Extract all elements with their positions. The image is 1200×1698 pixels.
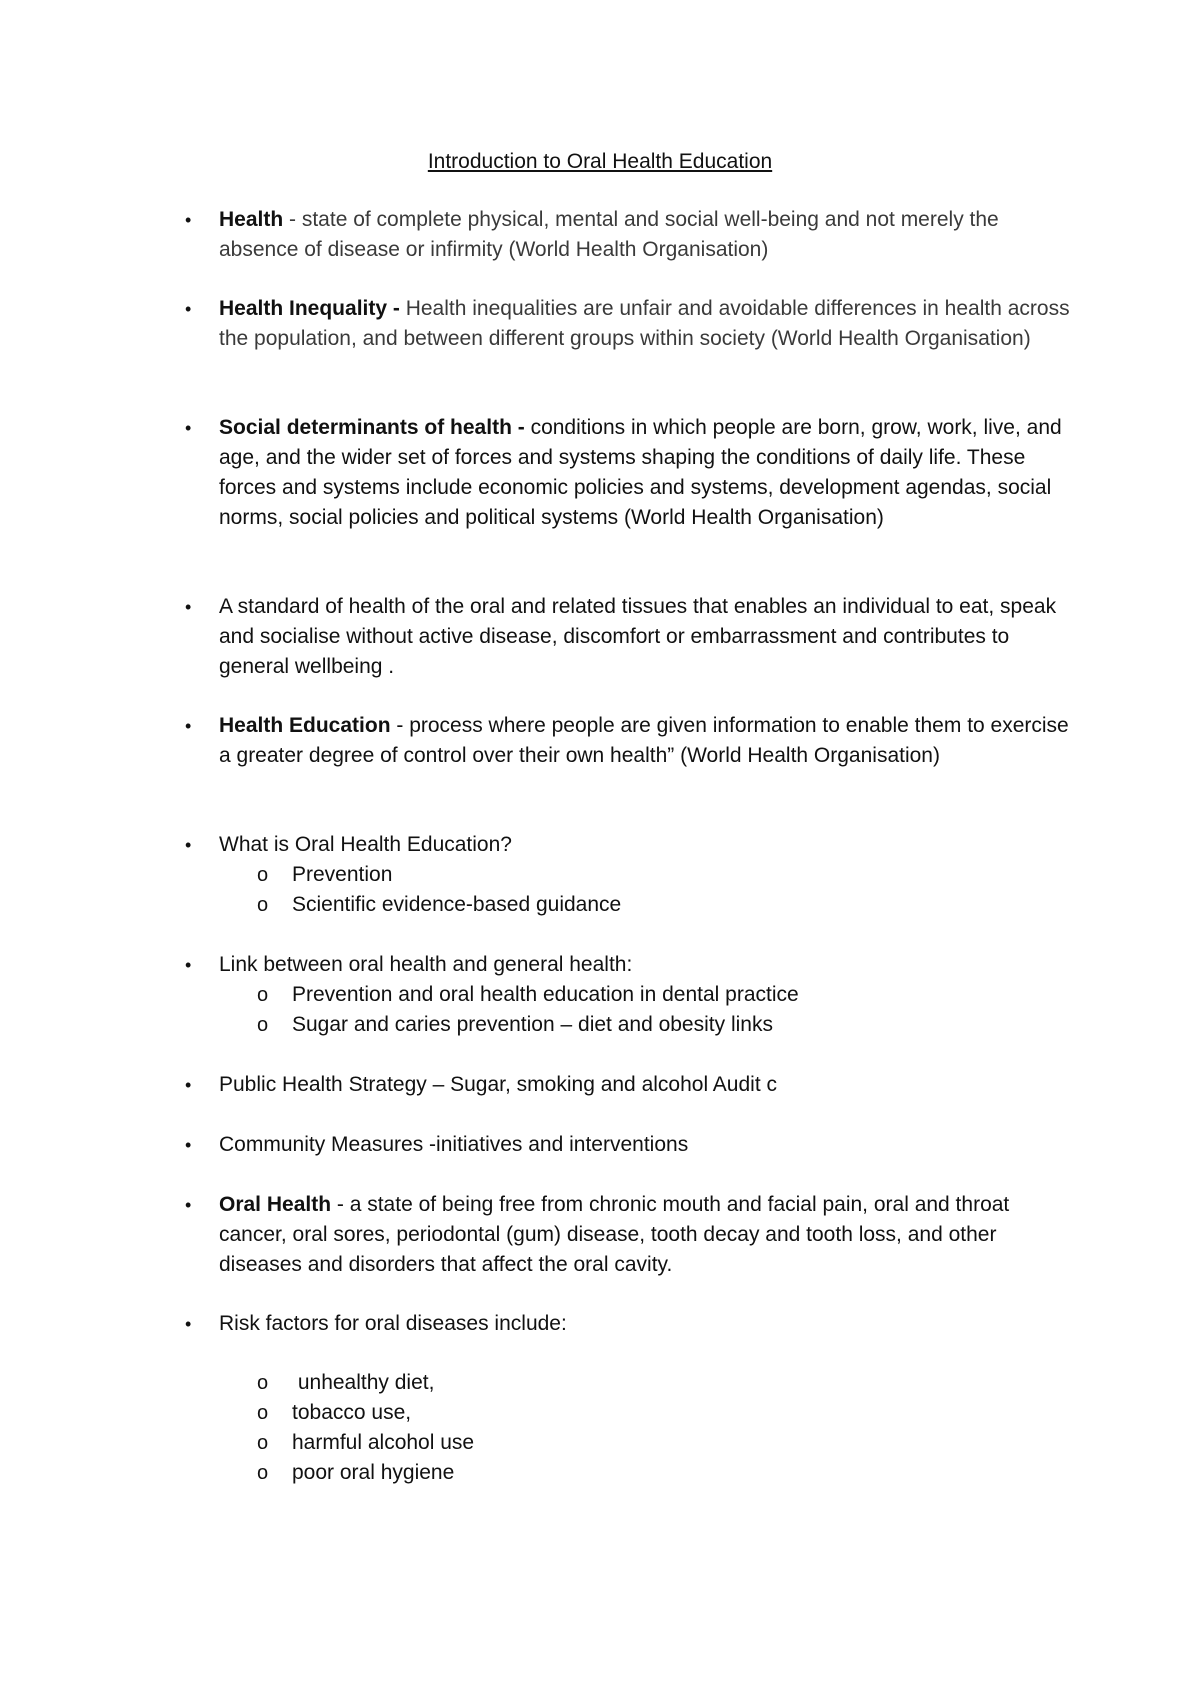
item-text: Community Measures -initiatives and interventions — [219, 1133, 689, 1156]
list-item-health — [185, 205, 1079, 265]
sub-bullet-marker: o — [257, 1402, 269, 1424]
list-item-oral-health — [185, 1190, 1079, 1280]
definition-text: - process where people are given information to enable them to exercise a greater degree of control over their own health” (World Health Organisation) — [219, 714, 1069, 767]
definition-text: - state of complete physical, mental and social well-being and not merely the absence of disease or infirmity (World Health Organisation) — [219, 208, 999, 261]
sub-item-text: Prevention — [292, 863, 393, 886]
sub-item — [257, 890, 1092, 920]
term-label: Health — [219, 208, 284, 231]
bullet-marker: • — [185, 955, 192, 975]
bullet-marker: • — [185, 716, 192, 736]
sub-item — [257, 1010, 1092, 1040]
sub-item-text: harmful alcohol use — [292, 1431, 475, 1454]
bullet-marker: • — [185, 1314, 192, 1334]
bullet-marker: • — [185, 1135, 192, 1155]
sub-bullet-marker: o — [257, 1014, 269, 1036]
sub-item-text: unhealthy diet, — [292, 1371, 435, 1394]
sub-item — [257, 1368, 1092, 1398]
sub-item — [257, 1398, 1092, 1428]
list-item-risk-factors — [185, 1309, 1079, 1339]
item-text: Risk factors for oral diseases include: — [219, 1312, 567, 1335]
bullet-marker: • — [185, 1195, 192, 1215]
item-text: A standard of health of the oral and related tissues that enables an individual to eat, speak and socialise without active disease, discomfort or embarrassment and contributes to general wellbeing . — [219, 595, 1057, 678]
bullet-marker: • — [185, 1075, 192, 1095]
sub-bullet-marker: o — [257, 864, 269, 886]
sub-bullet-marker: o — [257, 1372, 269, 1394]
definition-text: Health inequalities are unfair and avoidable differences in health across the population, and between different groups within society (World Health Organisation) — [219, 297, 1070, 350]
sub-item-text: Scientific evidence-based guidance — [292, 893, 622, 916]
term-label: Health Inequality - — [219, 297, 406, 320]
sub-item-text: Prevention and oral health education in dental practice — [292, 983, 799, 1006]
sub-item-text: tobacco use, — [292, 1401, 412, 1424]
sub-item — [257, 860, 1092, 890]
list-item-what-is-ohe — [185, 830, 1079, 860]
item-text: Link between oral health and general health: — [219, 953, 633, 976]
list-item-health-education — [185, 711, 1079, 771]
bullet-marker: • — [185, 210, 192, 230]
bullet-marker: • — [185, 835, 192, 855]
sub-item-text: poor oral hygiene — [292, 1461, 455, 1484]
definition-text: - a state of being free from chronic mouth and facial pain, oral and throat cancer, oral sores, periodontal (gum) disease, tooth decay and tooth loss, and other diseases and disorders that affect the oral cavity. — [219, 1193, 1010, 1276]
sub-bullet-marker: o — [257, 984, 269, 1006]
bullet-marker: • — [185, 597, 192, 617]
sub-item — [257, 980, 1092, 1010]
term-label: Oral Health — [219, 1193, 332, 1216]
page-title: Introduction to Oral Health Education — [427, 150, 773, 173]
sub-bullet-marker: o — [257, 1462, 269, 1484]
definition-text: conditions in which people are born, grow, work, live, and age, and the wider set of forces and systems shaping the conditions of daily life. These forces and systems include economic policies and systems, development agendas, social norms, social policies and political systems (World Health Organisation) — [219, 416, 1062, 529]
item-text: Public Health Strategy – Sugar, smoking and alcohol Audit c — [219, 1073, 777, 1096]
sub-item-text: Sugar and caries prevention – diet and obesity links — [292, 1013, 773, 1036]
list-item-public-health-strategy — [185, 1070, 1079, 1100]
bullet-marker: • — [185, 299, 192, 319]
list-item-social-determinants — [185, 413, 1079, 533]
list-item-oral-health-standard — [185, 592, 1079, 682]
bullet-marker: • — [185, 418, 192, 438]
item-text: What is Oral Health Education? — [219, 833, 512, 856]
sub-bullet-marker: o — [257, 1432, 269, 1454]
sub-item — [257, 1458, 1092, 1488]
list-item-community-measures — [185, 1130, 1079, 1160]
sub-bullet-marker: o — [257, 894, 269, 916]
term-label: Social determinants of health - — [219, 416, 531, 439]
term-label: Health Education — [219, 714, 391, 737]
list-item-link-oral-general — [185, 950, 1079, 980]
sub-item — [257, 1428, 1092, 1458]
list-item-health-inequality — [185, 294, 1079, 354]
